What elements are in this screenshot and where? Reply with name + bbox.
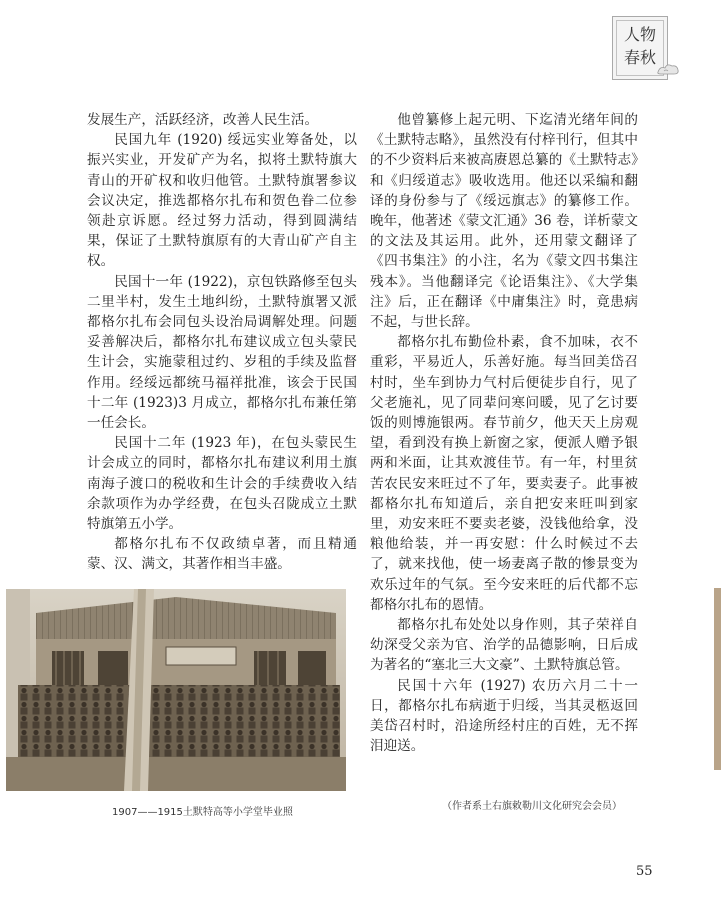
paragraph: 都格尔扎布处处以身作则，其子荣祥自幼深受父亲为官、治学的品德影响，日后成为著名的“塞北三大文豪”、土默特旗总管。 (370, 617, 638, 674)
page-number: 55 (636, 864, 653, 879)
paragraph: 民国十六年 (1927) 农历六月二十一日，都格尔扎布病逝于归绥，当其灵柩返回美岱召村时，沿途所经村庄的百姓，无不挥泪迎送。 (370, 677, 638, 755)
paragraph: 民国十二年 (1923 年)，在包头蒙民生计会成立的同时，都格尔扎布建议利用土旗南海子渡口的税收和生计会的手续费收入结余款项作为办学经费，在包头召陇成立土默特旗第五小学。 (87, 435, 357, 533)
page-edge-image-strip (714, 588, 721, 770)
right-text-column (370, 110, 638, 757)
graduation-photo-image (6, 589, 346, 791)
section-title-line2: 春秋 (623, 48, 656, 67)
author-note: （作者系土右旗敕勒川文化研究会会员） (442, 801, 622, 812)
graduation-photo (6, 589, 346, 791)
paragraph: 都格尔扎布勤俭朴素，食不加味，衣不重彩，平易近人，乐善好施。每当回美岱召村时，坐车到协力气村后便徒步自行，见了父老施礼，见了同辈问寒问暖，见了乞讨要饭的则博施银两。春节前夕，他天天上房观望，看到没有换上新窗之家，便派人赠予银两和米面，让其欢渡佳节。有一年，村里贫苦农民安来旺过不了年，要卖妻子。此事被都格尔扎布知道后，亲自把安来旺叫到家里，劝安来旺不要卖老婆，没钱他给拿，没粮他给装，并一再安慰：什么时候过不去了，就来找他，使一场妻离子散的惨景变为欢乐过年的气氛。至今安来旺的后代都不忘都格尔扎布的恩情。 (370, 334, 638, 613)
paragraph: 民国十一年 (1922)，京包铁路修至包头二里半村，发生土地纠纷，土默特旗署又派都格尔扎布会同包头设治局调解处理。问题妥善解决后，都格尔扎布建议成立包头蒙民生计会，实施蒙租过约、岁租的手续及监督作用。经绥远都统马福祥批准，该会于民国十二年 (1923)3 月成立，都格尔扎布兼任第一任会长。 (87, 273, 357, 432)
photo-caption: 1907——1915土默特高等小学堂毕业照 (112, 807, 293, 818)
cloud-ornament-icon (656, 62, 680, 76)
left-text-column (87, 110, 357, 575)
paragraph: 发展生产，活跃经济，改善人民生活。 (87, 112, 319, 128)
paragraph: 民国九年 (1920) 绥远实业筹备处，以振兴实业，开发矿产为名，拟将土默特旗大青山的开矿权和收归他管。土默特旗署参议会议决定，推选都格尔扎布和贺色眷二位参领赴京诉愿。经过努力活动，得到圆满结果，保证了土默特旗原有的大青山矿产自主权。 (87, 132, 357, 270)
paragraph: 都格尔扎布不仅政绩卓著，而且精通蒙、汉、满文，其著作相当丰盛。 (87, 536, 357, 573)
section-title-line1: 人物 (623, 25, 656, 44)
paragraph: 他曾纂修上起元明、下迄清光绪年间的《土默特志略》，虽然没有付梓刊行，但其中的不少资料后来被高赓恩总纂的《土默特志》和《归绥道志》吸收选用。他还以采编和翻译的身份参与了《绥远旗志》的纂修工作。晚年，他著述《蒙文汇通》36 卷，详析蒙文的文法及其运用。此外，还用蒙文翻译了《四书集注》的小注，名为《蒙文四书集注残本》。当他翻译完《论语集注》、《大学集注》后，正在翻译《中庸集注》时，竟患病不起，与世长辞。 (370, 112, 638, 331)
section-badge (606, 10, 676, 86)
